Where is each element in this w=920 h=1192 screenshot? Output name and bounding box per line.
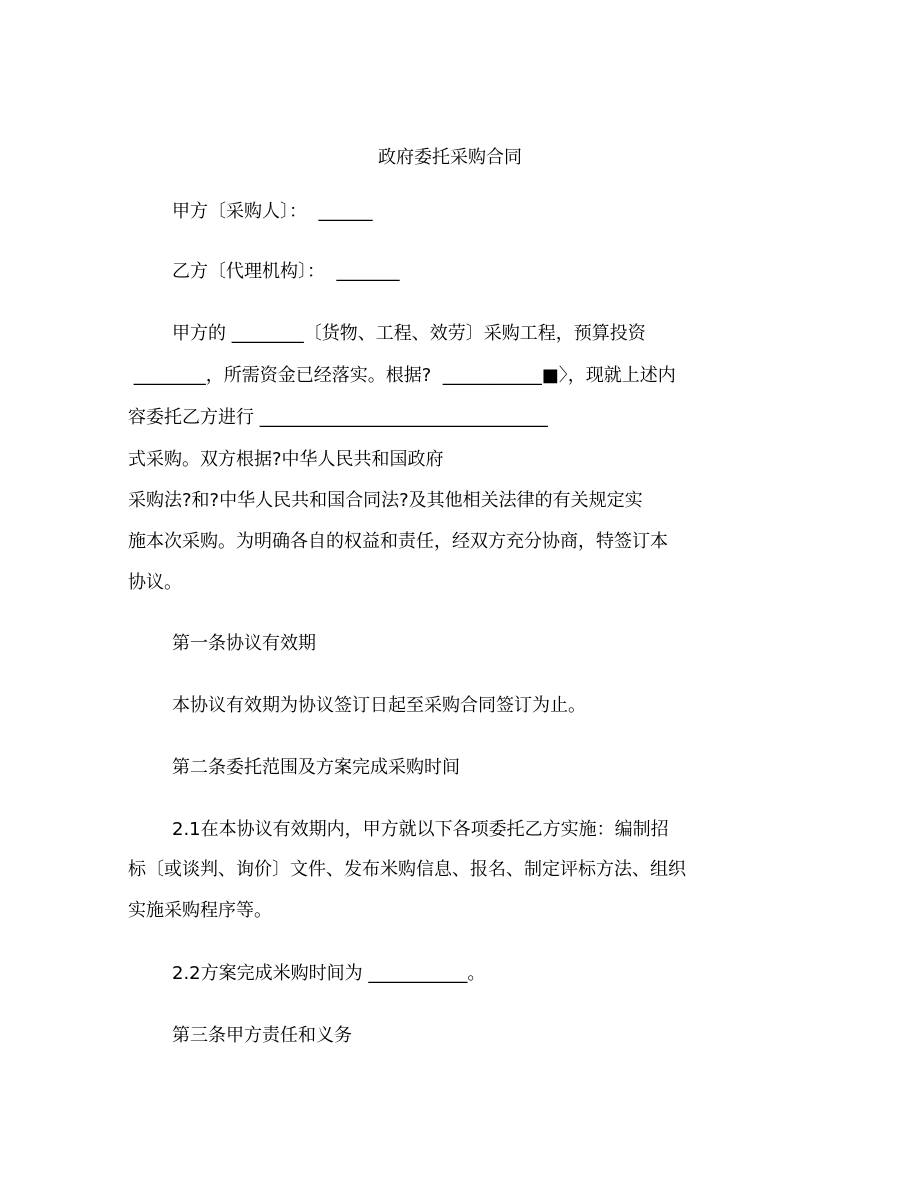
party-b-line: 乙方〔代理机构〕： _______ bbox=[172, 261, 400, 282]
clause-2-1-line-2: 标〔或谈判、询价〕文件、发布米购信息、报名、制定评标方法、组织 bbox=[128, 859, 686, 880]
intro-line-6: 施本次采购。为明确各自的权益和责任，经双方充分协商，特签订本 bbox=[128, 531, 668, 552]
article-1-heading: 第一条协议有效期 bbox=[172, 633, 316, 654]
intro-line-2: ________，所需资金已经落实。根据? ___________■〉，现就上述内 bbox=[128, 365, 676, 386]
intro-line-3: 容委托乙方进行 ________________________________ bbox=[128, 407, 548, 428]
intro-line-4: 式采购。双方根据?中华人民共和国政府 bbox=[128, 449, 444, 470]
article-3-heading: 第三条甲方责任和义务 bbox=[172, 1025, 352, 1046]
intro-line-7: 协议。 bbox=[128, 572, 182, 593]
article-1-text: 本协议有效期为协议签订日起至采购合同签订为止。 bbox=[172, 695, 586, 716]
clause-2-2: 2.2方案完成米购时间为 ___________。 bbox=[172, 963, 486, 984]
intro-line-5: 采购法?和?中华人民共和国合同法?及其他相关法律的有关规定实 bbox=[128, 490, 643, 511]
intro-line-1: 甲方的 ________〔货物、工程、效劳〕采购工程，预算投资 bbox=[172, 323, 646, 344]
article-2-heading: 第二条委托范围及方案完成采购时间 bbox=[172, 757, 460, 778]
clause-2-1-line-1: 2.1在本协议有效期内，甲方就以下各项委托乙方实施：编制招 bbox=[172, 819, 669, 840]
page-title: 政府委托采购合同 bbox=[378, 147, 522, 168]
party-a-line: 甲方〔采购人〕： ______ bbox=[172, 201, 373, 222]
clause-2-1-line-3: 实施采购程序等。 bbox=[128, 900, 272, 921]
